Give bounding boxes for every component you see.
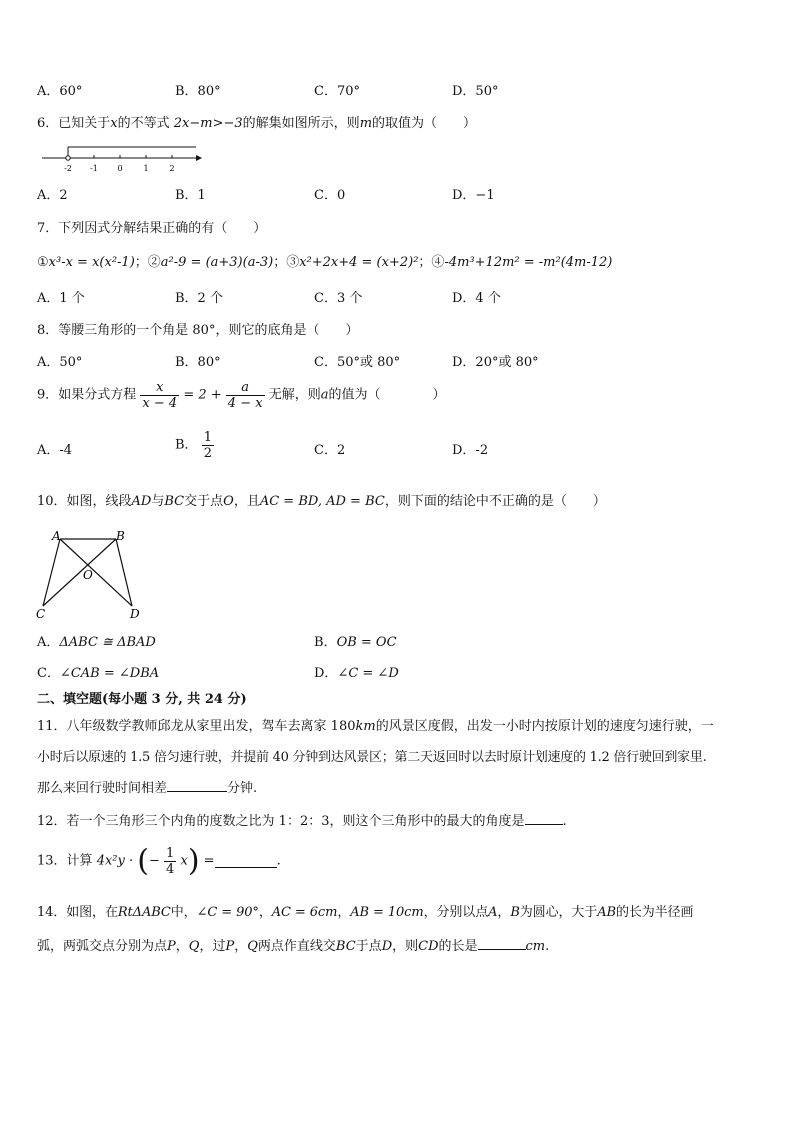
q5-option-c: C．70° (314, 84, 360, 99)
tick-label: -1 (90, 164, 98, 173)
q12-stem: 12．若一个三角形三个内角的度数之比为 1：2：3，则这个三角形中的最大的角度是 . (37, 814, 567, 829)
axis-arrow-icon (196, 155, 202, 161)
q11-answer-blank[interactable] (167, 779, 227, 792)
q13-answer-blank[interactable] (215, 855, 277, 868)
q6-option-c: C．0 (314, 188, 346, 203)
q10-figure (34, 526, 154, 624)
q10-option-a: A．ΔABC ≅ ΔBAD (37, 635, 156, 650)
label-c: C (36, 607, 46, 621)
tick-label: -2 (64, 164, 72, 173)
q9-option-c: C．2 (314, 443, 346, 458)
label-o: O (83, 568, 93, 582)
q6-option-a: A．2 (37, 188, 68, 203)
segment-ac (43, 539, 60, 606)
q8-option-c: C．50°或 80° (314, 355, 401, 370)
q7-option-b: B．2 个 (175, 291, 223, 306)
q12-answer-blank[interactable] (525, 812, 563, 825)
label-a: A (52, 529, 61, 543)
q10-option-c: C．∠CAB = ∠DBA (37, 666, 160, 681)
q9-option-a: A．-4 (37, 443, 73, 458)
left-paren: ( (137, 843, 149, 879)
q6-option-b: B．1 (175, 188, 206, 203)
q9-option-b: B． $\frac{1}{2}$ (175, 430, 212, 461)
q6-stem: 6．已知关于x的不等式 2x−m>−3的解集如图所示，则m的取值为（ ） (37, 116, 477, 131)
q5-option-a: A．60° (37, 84, 83, 99)
q8-option-a: A．50° (37, 355, 83, 370)
label-b: B (116, 529, 125, 543)
q10-option-b: B．OB = OC (314, 635, 397, 650)
tick-label: 2 (169, 164, 175, 173)
q9-fraction-1: $\frac{x}{x - 4}$ (142, 380, 178, 411)
q7-option-d: D．4 个 (452, 291, 501, 306)
q7-items: ①x³-x = x(x²-1)；②a²-9 = (a+3)(a-3)；③x²+2x+4 = (x+2)²；④-4m³+12m² = -m²(4m-12) (37, 255, 613, 270)
label-d: D (130, 607, 140, 621)
q7-stem: 7．下列因式分解结果正确的有（ ） (37, 221, 267, 236)
q9-optb-fraction: $\frac{1}{2}$ (203, 430, 212, 461)
q11-line-3: 那么来回行驶时间相差 分钟. (37, 781, 258, 796)
open-circle-endpoint (66, 156, 70, 160)
q9-option-d: D．-2 (452, 443, 489, 458)
q8-option-d: D．20°或 80° (452, 355, 539, 370)
q7-option-a: A．1 个 (37, 291, 85, 306)
tick-label: 1 (143, 164, 149, 173)
q10-option-d: D．∠C = ∠D (314, 666, 399, 681)
q11-line-2: 小时后以原速的 1.5 倍匀速行驶，并提前 40 分钟到达风景区；第二天返回时以去时原计划速度的 1.2 倍行驶回到家里. (37, 750, 707, 765)
q8-option-b: B．80° (175, 355, 221, 370)
q14-line-1: 14．如图，在RtΔABC中，∠C = 90°，AC = 6cm，AB = 10cm，分别以点A，B为圆心，大于AB的长为半径画 (37, 905, 694, 920)
q14-line-2: 弧，两弧交点分别为点P，Q，过P，Q两点作直线交BC于点D，则CD的长是 cm. (37, 939, 550, 954)
q6-number-line (40, 142, 205, 178)
segment-ad (60, 539, 132, 606)
q7-option-c: C．3 个 (314, 291, 363, 306)
segment-bc (43, 539, 116, 606)
segment-bd (116, 539, 132, 606)
q11-line-1: 11．八年级数学教师邱龙从家里出发，驾车去离家 180km的风景区度假，出发一小时内按原计划的速度匀速行驶，一 (37, 719, 714, 734)
q10-stem: 10．如图，线段AD与BC交于点O，且AC = BD, AD = BC，则下面的结论中不正确的是（ ） (37, 494, 606, 509)
q13-fraction: $\frac{1}{4}$ (166, 846, 175, 877)
q14-answer-blank[interactable] (478, 937, 526, 950)
q9-fraction-2: $\frac{a}{4 - x}$ (227, 380, 263, 411)
q8-stem: 8．等腰三角形的一个角是 80°，则它的底角是（ ） (37, 323, 359, 338)
section-heading-fill-blank: 二、填空题(每小题 3 分, 共 24 分) (37, 692, 247, 707)
q13-stem: 13．计算 4x²y · (− $\frac{1}{4}$ x) = . (37, 843, 281, 879)
q5-option-d: D．50° (452, 84, 499, 99)
q9-stem: 9．如果分式方程 $\frac{x}{x - 4}$ = 2 + $\frac{a}{4 - x}$ 无解，则a的值为（ ） (37, 380, 446, 411)
tick-label: 0 (117, 164, 123, 173)
right-paren: ) (187, 843, 200, 879)
q6-option-d: D．−1 (452, 188, 495, 203)
q5-option-b: B．80° (175, 84, 221, 99)
